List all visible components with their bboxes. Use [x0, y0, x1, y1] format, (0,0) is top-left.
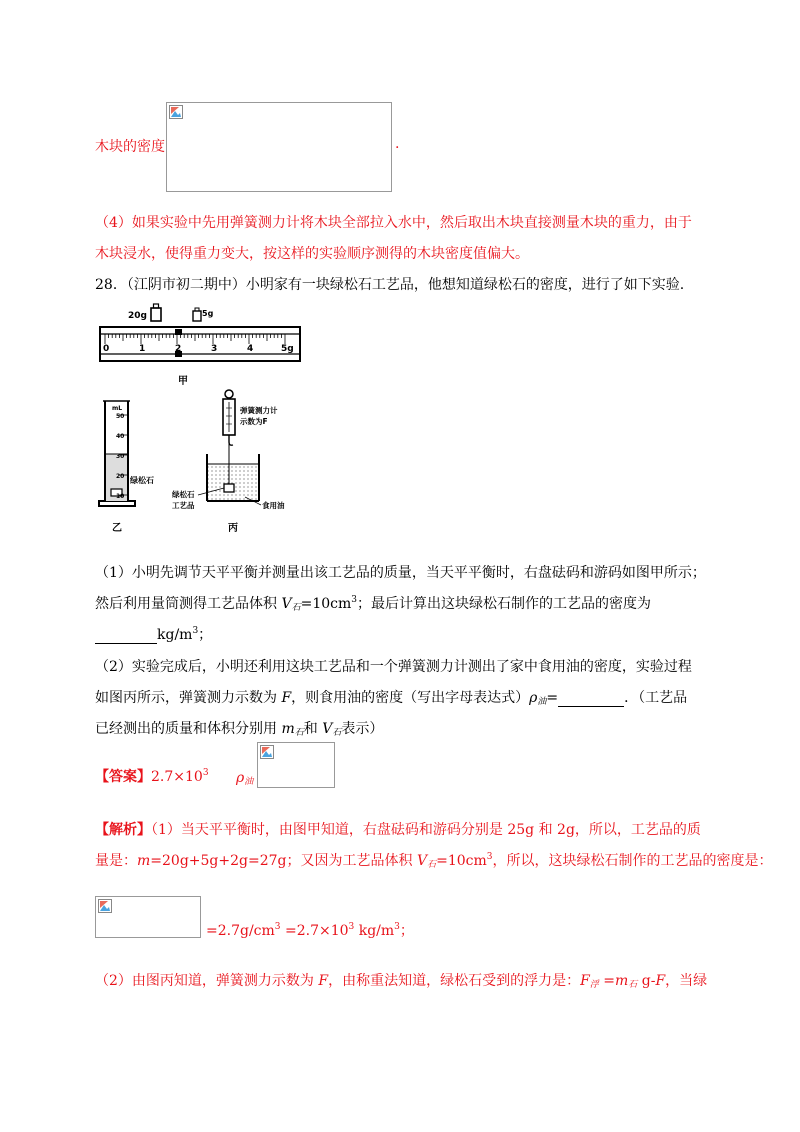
question-28: 28．（江阴市初二期中）小明家有一块绿松石工艺品，他想知道绿松石的密度，进行了如下实验.	[95, 277, 685, 293]
cylinder-tick-20: 20	[116, 473, 125, 480]
analysis-line2: 量是：m=20g+5g+2g=27g；又因为工艺品体积 $V_石=10cm^3$，所以，这块绿松石制作的工艺品的密度是：	[95, 852, 773, 870]
weight-20g-icon	[151, 304, 161, 321]
part1-line3: $kg/m^3$；	[95, 624, 212, 644]
analysis-line4: （2）由图丙知道，弹簧测力示数为 F，由称重法知道，绿松石受到的浮力是：$F_浮 =m_石$ g-F，当绿	[95, 973, 708, 990]
wood-density-tail: .	[395, 136, 400, 152]
formula-image-placeholder	[166, 102, 392, 192]
scale-tick-5: 5g	[281, 344, 294, 354]
part2-line3: 已经测出的质量和体积分别用 $m_石$和 $V_石$表示）	[95, 721, 384, 738]
broken-image-icon	[260, 745, 274, 759]
density-formula-image	[95, 896, 201, 938]
scale-tick-1: 1	[139, 344, 146, 354]
scale-tick-4: 4	[247, 344, 254, 354]
wood-density-label: 木块的密度	[95, 139, 165, 155]
stone-label-1: 绿松石	[172, 490, 195, 499]
figure-yi-caption: 乙	[112, 523, 122, 534]
answer-formula-image	[257, 742, 335, 788]
part1-line2: 然后利用量筒测得工艺品体积 $V_石=10cm^3$；最后计算出这块绿松石制作的工艺品的密度为	[95, 595, 651, 613]
answer-line: 【答案】$2.7\times 10^3$	[95, 768, 209, 785]
analysis-line1: 【解析】（1）当天平平衡时，由图甲知道，右盘砝码和游码分别是 25g 和 2g，所以，工艺品的质	[95, 822, 701, 838]
cylinder-tick-40: 40	[116, 433, 125, 440]
p4-line1: （4）如果实验中先用弹簧测力计将木块全部拉入水中，然后取出木块直接测量木块的重力，由于	[95, 215, 692, 231]
spring-label-2: 示数为F	[240, 417, 268, 426]
analysis-tag: 【解析】	[95, 822, 151, 838]
figure-jia-caption: 甲	[178, 376, 188, 387]
answer-rho: $\rho_油$	[236, 770, 254, 787]
part2-line1: （2）实验完成后，小明还利用这块工艺品和一个弹簧测力计测出了家中食用油的密度，实验过程	[95, 659, 692, 675]
cylinder-unit: mL	[112, 405, 123, 412]
answer-blank-1[interactable]	[95, 627, 157, 644]
weight-5g-icon	[193, 308, 201, 321]
broken-image-icon	[169, 105, 183, 119]
beaker	[207, 454, 259, 501]
part1-line1: （1）小明先调节天平平衡并测量出该工艺品的质量，当天平平衡时，右盘砝码和游码如图甲所示；	[95, 565, 706, 581]
broken-image-icon	[98, 899, 112, 913]
answer-blank-2[interactable]	[558, 690, 624, 707]
figure-bing-caption: 丙	[228, 523, 238, 534]
scale-tick-3: 3	[211, 344, 218, 354]
part2-line2: 如图丙所示，弹簧测力示数为 F，则食用油的密度（写出字母表达式）$\rho_油=$ ．（工艺品	[95, 690, 688, 707]
spring-label-1: 弹簧测力计	[240, 406, 278, 415]
weight-20g-label: 20g	[128, 311, 147, 321]
cylinder-tick-50: 50	[116, 413, 125, 420]
p4-line2: 木块浸水，使得重力变大，按这样的实验顺序测得的木块密度值偏大。	[95, 246, 529, 262]
rider-scale	[100, 327, 300, 361]
cylinder-tick-10: 10	[116, 493, 125, 500]
experiment-figure	[95, 298, 320, 538]
analysis-line3: $=2.7g/cm^3 =2.7\times 10^3$ $kg/m^3$；	[206, 922, 414, 939]
cylinder-tick-30: 30	[116, 453, 125, 460]
scale-tick-0: 0	[103, 344, 110, 354]
weight-5g-label: 5g	[202, 309, 214, 318]
answer-tag: 【答案】	[95, 769, 151, 785]
scale-tick-2: 2	[175, 344, 182, 354]
cylinder-stone-label: 绿松石	[130, 476, 154, 485]
stone-label-2: 工艺品	[172, 501, 195, 510]
oil-label: 食用油	[262, 501, 285, 510]
